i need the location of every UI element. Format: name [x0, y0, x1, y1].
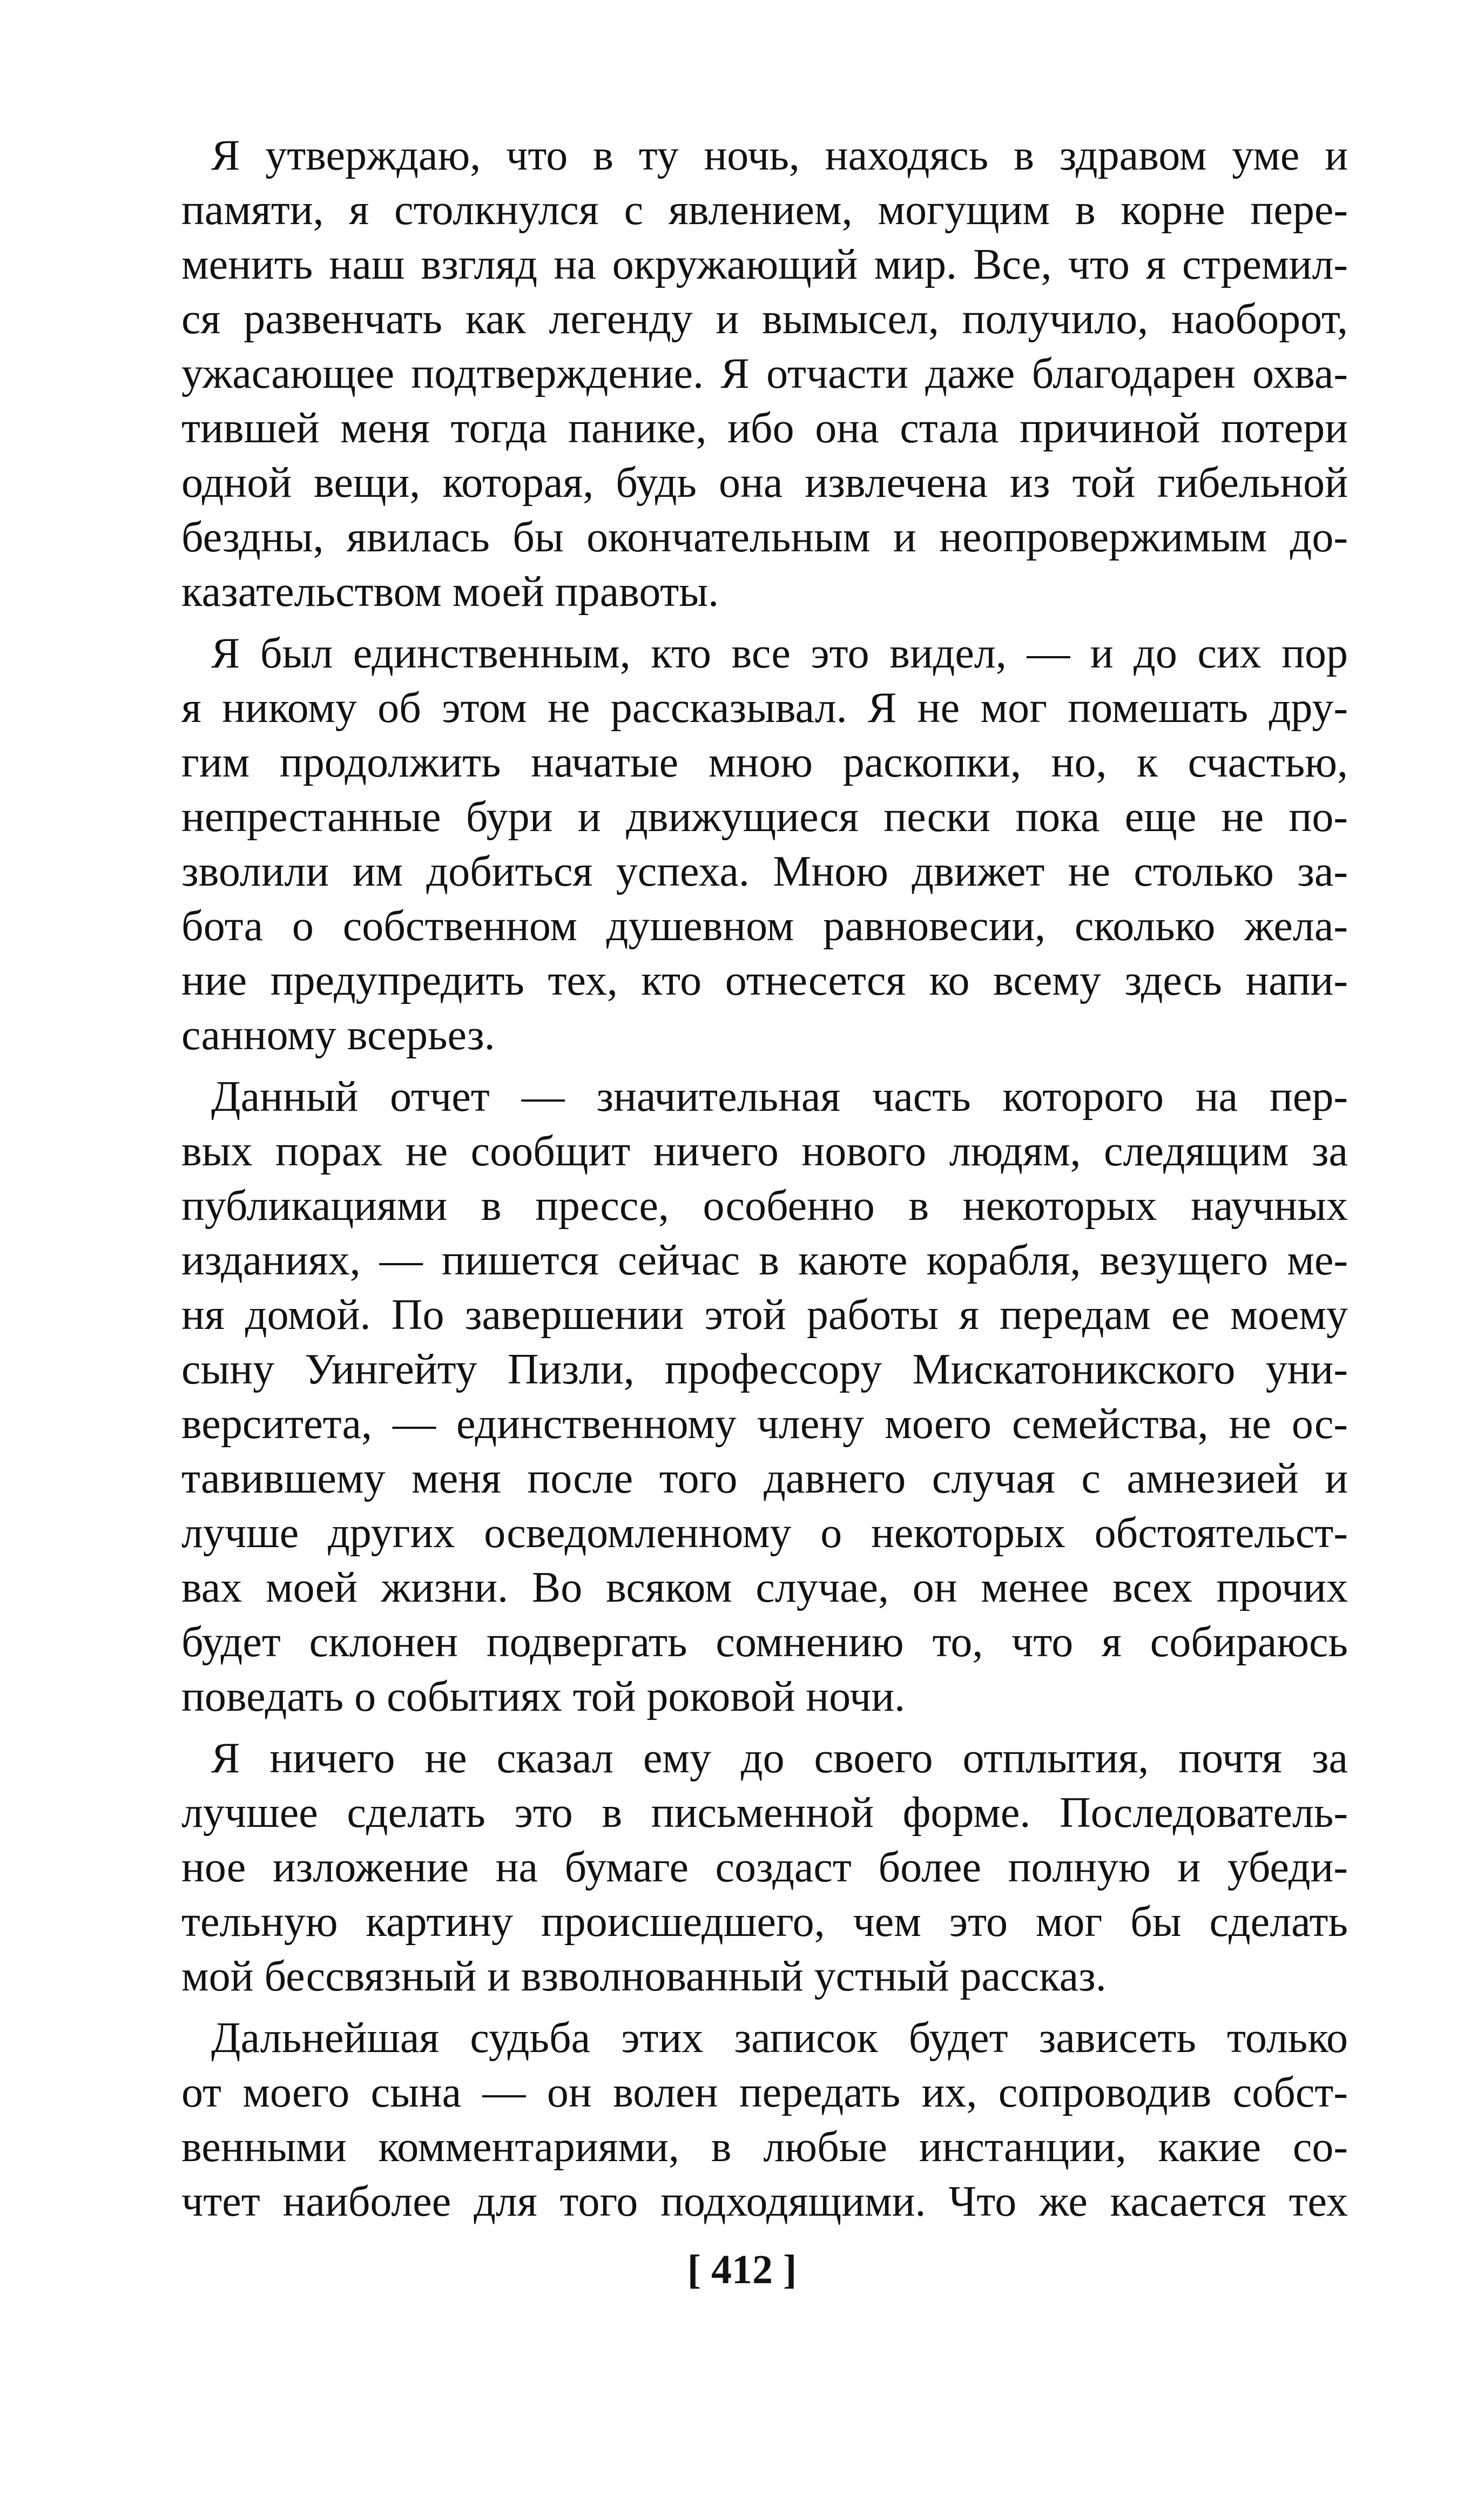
- text-line: непрестанные бури и движущиеся пески пока еще не по-: [181, 793, 1348, 841]
- paragraph-gap: [181, 1724, 1348, 1731]
- text-line: венными комментариями, в любые инстанции, какие со-: [181, 2123, 1348, 2171]
- text-line: бездны, явилась бы окончательным и неопровержимым до-: [181, 514, 1348, 561]
- text-line: ся развенчать как легенду и вымысел, получило, наоборот,: [181, 295, 1348, 343]
- paragraph: [181, 1070, 1348, 1724]
- text-line: лучшее сделать это в письменной форме. Последователь-: [181, 1789, 1348, 1837]
- text-line: публикациями в прессе, особенно в некоторых научных: [181, 1182, 1348, 1230]
- text-line: Я утверждаю, что в ту ночь, находясь в здравом уме и: [211, 132, 1348, 179]
- paragraph: [181, 1731, 1348, 2004]
- text-line: сыну Уингейту Пизли, профессору Мискатоникского уни-: [181, 1346, 1348, 1393]
- text-line: вых порах не сообщит ничего нового людям, следящим за: [181, 1128, 1348, 1175]
- paragraph-gap: [181, 2004, 1348, 2011]
- text-line: Данный отчет — значительная часть которого на пер-: [211, 1073, 1348, 1121]
- text-line: мой бессвязный и взволнованный устный рассказ.: [181, 1953, 1107, 2000]
- text-line: тившей меня тогда панике, ибо она стала причиной потери: [181, 404, 1348, 452]
- text-line: чтет наиболее для того подходящими. Что же касается тех: [181, 2178, 1348, 2225]
- text-line: одной вещи, которая, будь она извлечена из той гибельной: [181, 459, 1348, 507]
- text-line: изданиях, — пишется сейчас в каюте корабля, везущего ме-: [181, 1237, 1348, 1284]
- page-number: [ 412 ]: [687, 2247, 797, 2292]
- body-text: [181, 129, 1348, 2229]
- text-line: вах моей жизни. Во всяком случае, он менее всех прочих: [181, 1564, 1348, 1611]
- text-line: от моего сына — он волен передать их, сопроводив собст-: [181, 2069, 1348, 2116]
- text-line: казательством моей правоты.: [181, 568, 719, 616]
- text-line: менить наш взгляд на окружающий мир. Все, что я стремил-: [181, 241, 1348, 288]
- text-line: будет склонен подвергать сомнению то, что я собираюсь: [181, 1618, 1348, 1666]
- text-line: ня домой. По завершении этой работы я передам ее моему: [181, 1291, 1348, 1339]
- text-line: поведать о событиях той роковой ночи.: [181, 1673, 906, 1720]
- paragraph: [181, 2011, 1348, 2229]
- text-line: памяти, я столкнулся с явлением, могущим в корне пере-: [181, 186, 1348, 234]
- text-line: зволили им добиться успеха. Мною движет не столько за-: [181, 848, 1348, 895]
- paragraph: [181, 129, 1348, 619]
- text-line: я никому об этом не рассказывал. Я не мог помешать дру-: [181, 684, 1348, 732]
- text-line: тавившему меня после того давнего случая с амнезией и: [181, 1455, 1348, 1502]
- paragraph: [181, 626, 1348, 1063]
- text-line: Дальнейшая судьба этих записок будет зависеть только: [211, 2014, 1348, 2062]
- text-line: санному всерьез.: [181, 1011, 495, 1059]
- text-line: бота о собственном душевном равновесии, сколько жела-: [181, 902, 1348, 950]
- text-line: Я был единственным, кто все это видел, — и до сих пор: [211, 630, 1348, 677]
- text-line: ужасающее подтверждение. Я отчасти даже благодарен охва-: [181, 350, 1348, 397]
- paragraph-gap: [181, 619, 1348, 626]
- text-line: гим продолжить начатые мною раскопки, но, к счастью,: [181, 739, 1348, 786]
- paragraph-gap: [181, 1063, 1348, 1070]
- text-line: лучше других осведомленному о некоторых обстоятельст-: [181, 1509, 1348, 1557]
- text-line: ное изложение на бумаге создаст более полную и убеди-: [181, 1844, 1348, 1891]
- text-line: тельную картину происшедшего, чем это мог бы сделать: [181, 1898, 1348, 1946]
- text-line: Я ничего не сказал ему до своего отплытия, почтя за: [211, 1735, 1348, 1782]
- text-line: ние предупредить тех, кто отнесется ко всему здесь напи-: [181, 957, 1348, 1004]
- text-line: верситета, — единственному члену моего семейства, не ос-: [181, 1400, 1348, 1448]
